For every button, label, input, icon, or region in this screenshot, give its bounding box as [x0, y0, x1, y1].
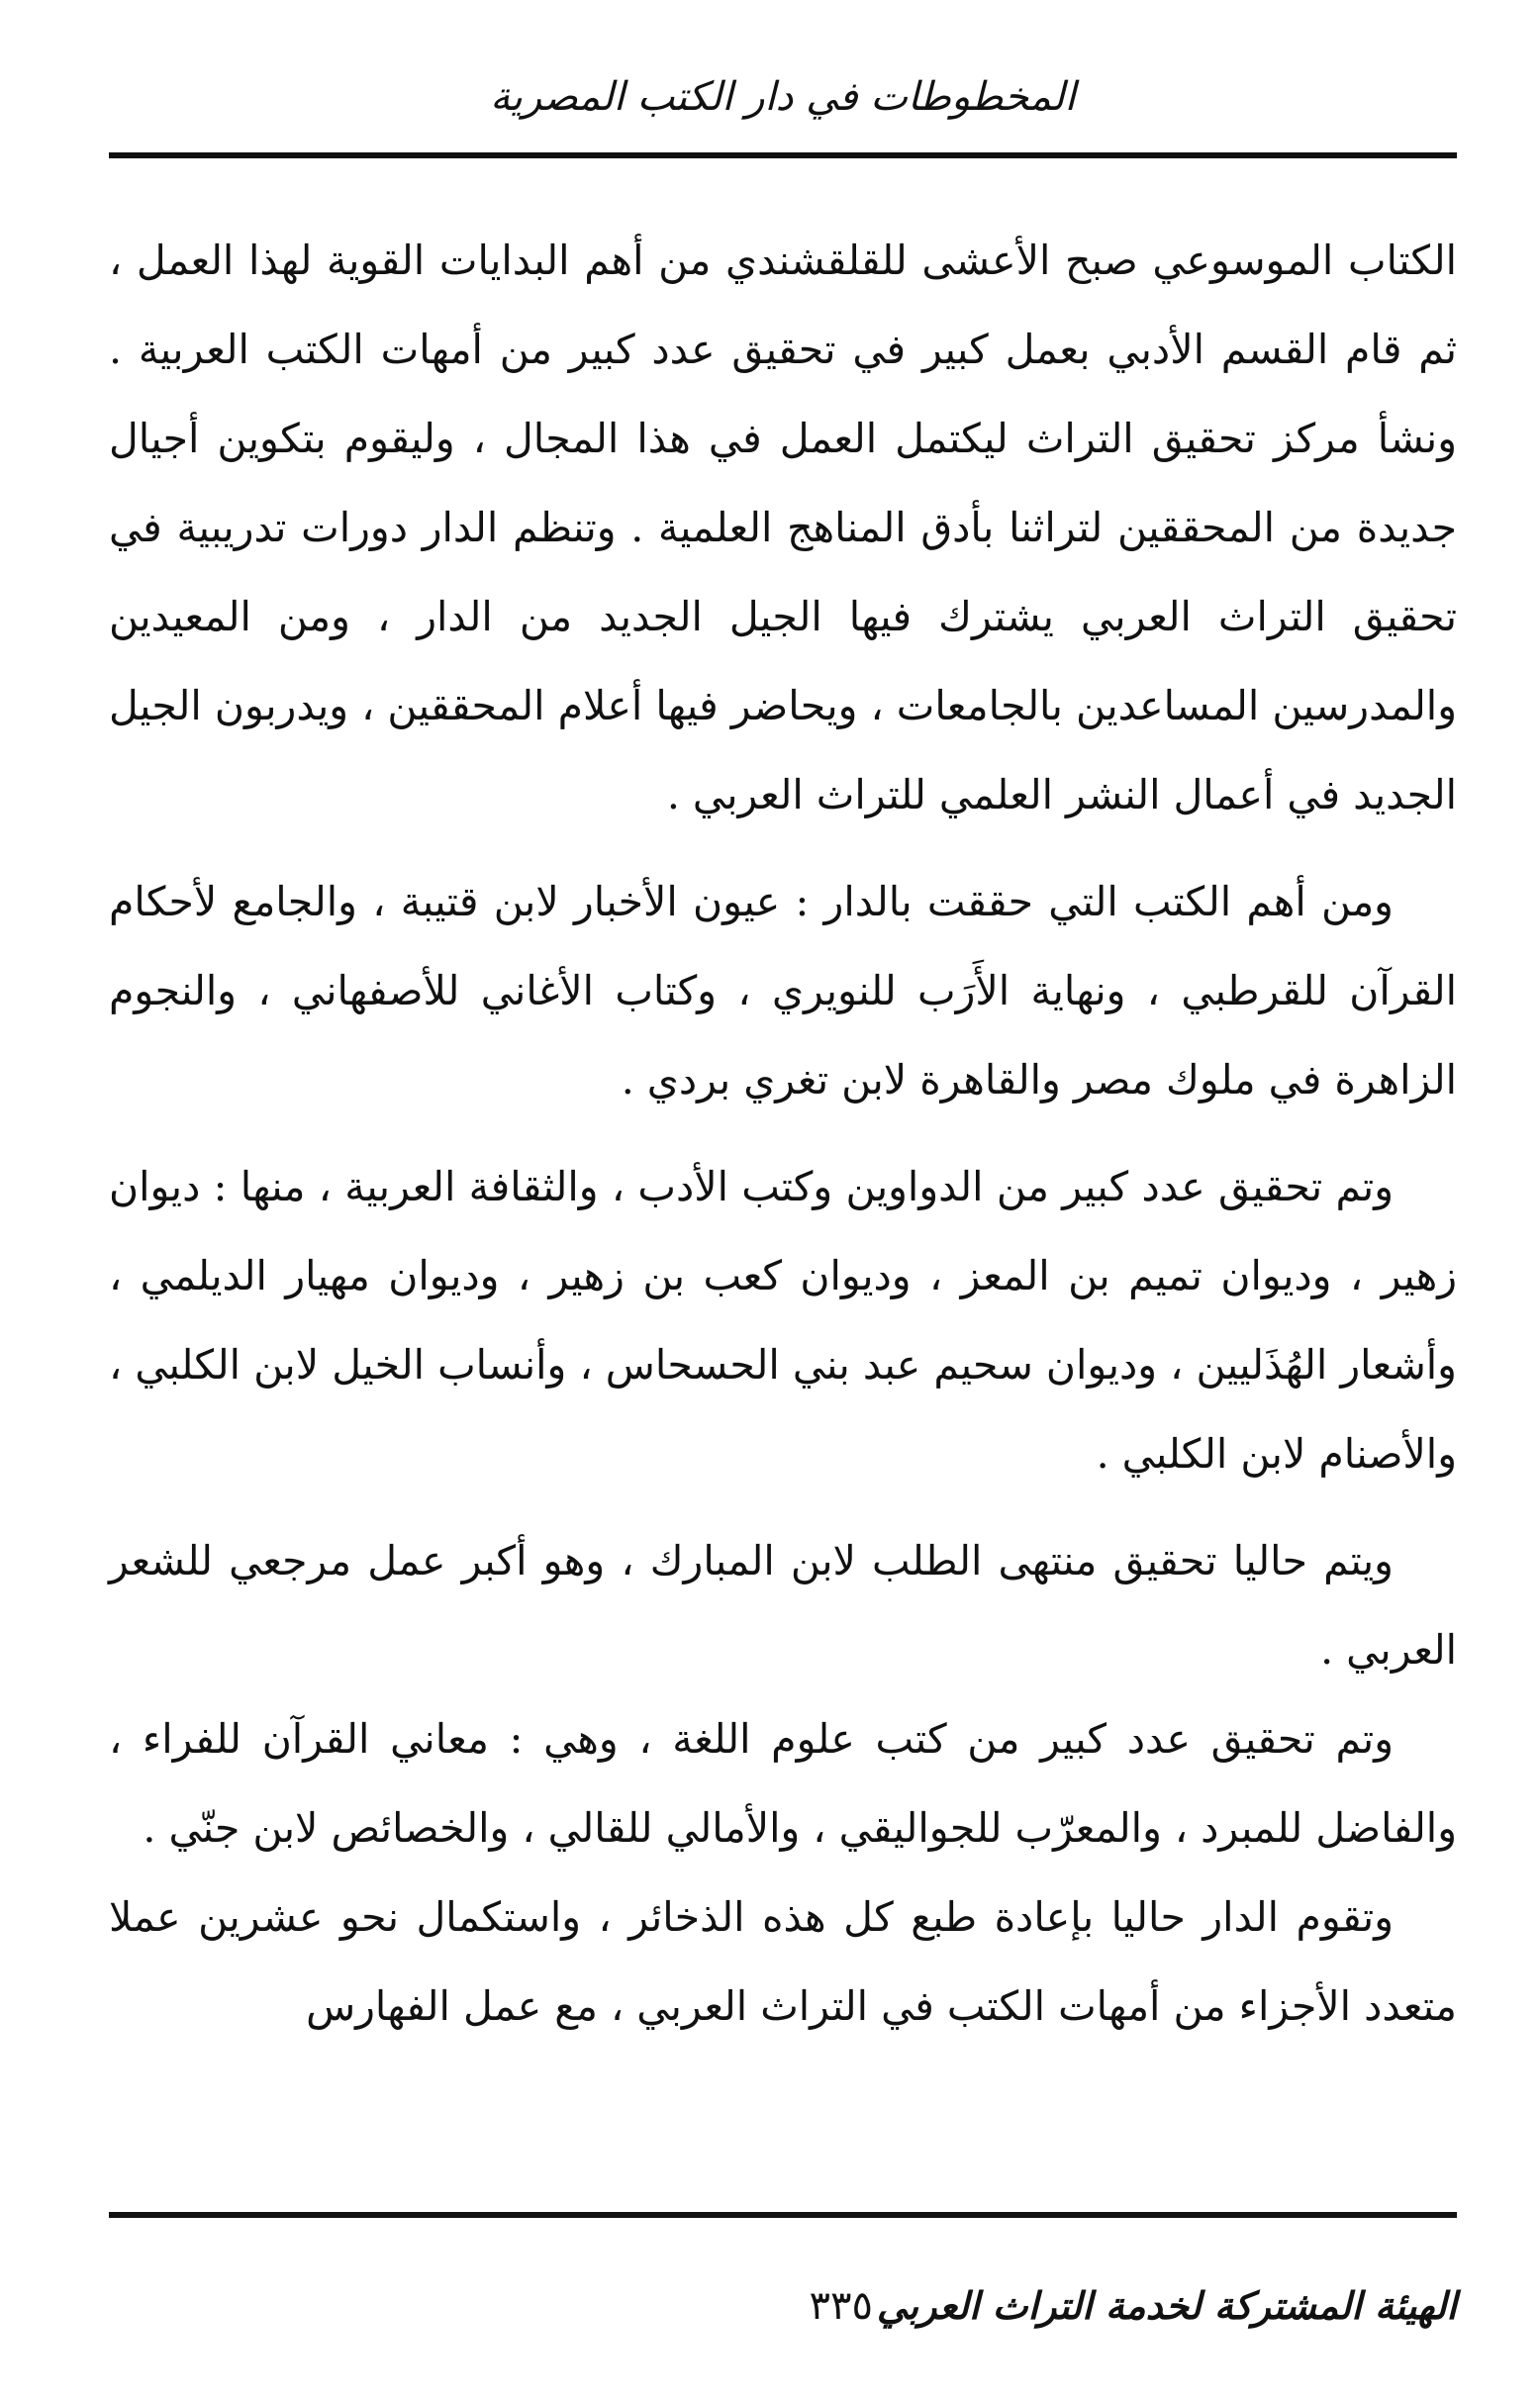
footer-rule	[109, 2212, 1457, 2218]
running-header: المخطوطات في دار الكتب المصرية	[490, 74, 1076, 120]
publisher-name: الهيئة المشتركة لخدمة التراث العربي	[876, 2283, 1457, 2328]
paragraph-4: ويتم حاليا تحقيق منتهى الطلب لابن المبارك ، وهو أكبر عمل مرجعي للشعر العربي .	[109, 1537, 1457, 1674]
header-rule	[109, 152, 1457, 158]
page-footer	[109, 2276, 1457, 2336]
paragraph-2: ومن أهم الكتب التي حققت بالدار : عيون الأخبار لابن قتيبة ، والجامع لأحكام القرآن للقرطبي ، ونهاية الأَرَب للنويري ، وكتاب الأغاني للأصفهاني ، والنجوم الزاهرة في ملوك مصر والقاهرة لابن تغري بردي .	[109, 878, 1457, 1104]
page-number: ٣٣٥	[809, 2283, 873, 2329]
paragraph-1: الكتاب الموسوعي صبح الأعشى للقلقشندي من أهم البدايات القوية لهذا العمل ، ثم قام القسم الأدبي بعمل كبير في تحقيق عدد كبير من أمهات الكتب العربية . ونشأ مركز تحقيق التراث ليكتمل العمل في هذا المجال ، وليقوم بتكوين أجيال جديدة من المحققين لتراثنا بأدق المناهج العلمية . وتنظم الدار دورات تدريبية في تحقيق التراث العربي يشترك فيها الجيل الجديد من الدار ، ومن المعيدين والمدرسين المساعدين بالجامعات ، ويحاضر فيها أعلام المحققين ، ويدربون الجيل الجديد في أعمال النشر العلمي للتراث العربي .	[109, 237, 1457, 818]
body-text	[109, 216, 1457, 2051]
paragraph-5: وتم تحقيق عدد كبير من كتب علوم اللغة ، وهي : معاني القرآن للفراء ، والفاضل للمبرد ، والمعرّب للجواليقي ، والأمالي للقالي ، والخصائص لابن جنّي .	[109, 1715, 1457, 1852]
paragraph-6: وتقوم الدار حاليا بإعادة طبع كل هذه الذخائر ، واستكمال نحو عشرين عملا متعدد الأجزاء من أمهات الكتب في التراث العربي ، مع عمل الفهارس	[109, 1893, 1457, 2030]
paragraph-3: وتم تحقيق عدد كبير من الدواوين وكتب الأدب ، والثقافة العربية ، منها : ديوان زهير ، وديوان تميم بن المعز ، وديوان كعب بن زهير ، وديوان مهيار الديلمي ، وأشعار الهُذَليين ، وديوان سحيم عبد بني الحسحاس ، وأنساب الخيل لابن الكلبي ، والأصنام لابن الكلبي .	[109, 1163, 1457, 1478]
